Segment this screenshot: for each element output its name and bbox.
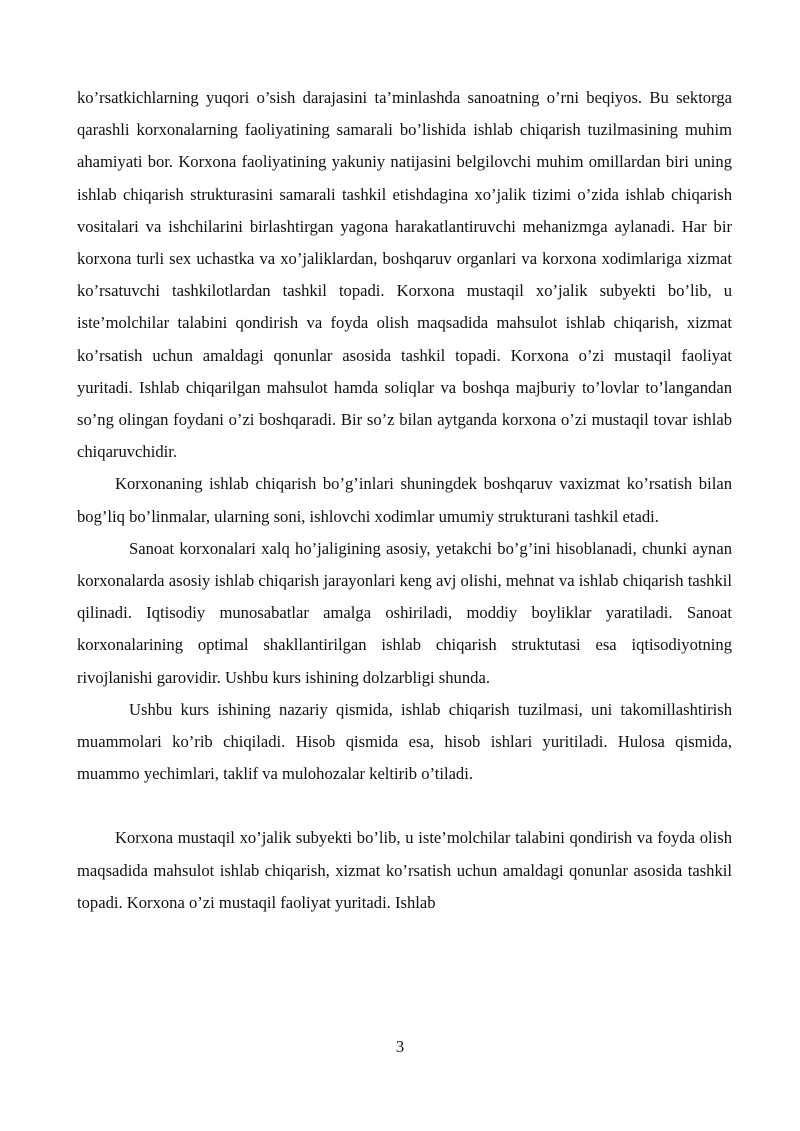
paragraph-spacer <box>77 790 732 822</box>
paragraph-1: ko’rsatkichlarning yuqori o’sish darajasini ta’minlashda sanoatning o’rni beqiyos. Bu sektorga qarashli korxonalarning faoliyatining samarali bo’lishida ishlab chiqarish tuzilmasining muhim ahamiyati bor. Korxona faoliyatining yakuniy natijasini belgilovchi muhim omillardan biri uning ishlab chiqarish strukturasini samarali tashkil etishdagina xo’jalik tizimi o’zida ishlab chiqarish vositalari va ishchilarini birlashtirgan yagona harakatlantiruvchi mehanizmga aylanadi. Har bir korxona turli sex uchastka va xo’jaliklardan, boshqaruv organlari va korxona xodimlariga xizmat ko’rsatuvchi tashkilotlardan tashkil topadi. Korxona mustaqil xo’jalik subyekti bo’lib, u iste’molchilar talabini qondirish va foyda olish maqsadida mahsulot ishlab chiqarish, xizmat ko’rsatish uchun amaldagi qonunlar asosida tashkil topadi. Korxona o’zi mustaqil faoliyat yuritadi. Ishlab chiqarilgan mahsulot hamda soliqlar va boshqa majburiy to’lovlar to’langandan so’ng olingan foydani o’zi boshqaradi. Bir so’z bilan aytganda korxona o’zi mustaqil tovar ishlab chiqaruvchidir. <box>77 88 732 462</box>
paragraph-2: Korxonaning ishlab chiqarish bo’g’inlari shuningdek boshqaruv vaxizmat ko’rsatish bilan bog’liq bo’linmalar, ularning soni, ishlovchi xodimlar umumiy strukturani tashkil etadi. <box>77 474 732 526</box>
page-number: 3 <box>395 1037 405 1056</box>
paragraph-4: Ushbu kurs ishining nazariy qismida, ishlab chiqarish tuzilmasi, uni takomillashtirish muammolari ko’rib chiqiladi. Hisob qismida esa, hisob ishlari yuritiladi. Hulosa qismida, muammo yechimlari, taklif va mulohozalar keltirib o’tiladi. <box>77 699 732 784</box>
document-page <box>77 82 732 919</box>
paragraph-5: Korxona mustaqil xo’jalik subyekti bo’lib, u iste’molchilar talabini qondirish va foyda olish maqsadida mahsulot ishlab chiqarish, xizmat ko’rsatish uchun amaldagi qonunlar asosida tashkil topadi. Korxona o’zi mustaqil faoliyat yuritadi. Ishlab <box>77 828 732 912</box>
paragraph-3: Sanoat korxonalari xalq ho’jaligining asosiy, yetakchi bo’g’ini hisoblanadi, chunki aynan korxonalarda asosiy ishlab chiqarish jarayonlari keng avj olishi, mehnat va ishlab chiqarish tashkil qilinadi. Iqtisodiy munosabatlar amalga oshiriladi, moddiy boyliklar yaratiladi. Sanoat korxonalarining optimal shakllantirilgan ishlab chiqarish struktutasi esa iqtisodiyotning rivojlanishi garovidir. Ushbu kurs ishining dolzarbligi shunda. <box>77 538 732 687</box>
